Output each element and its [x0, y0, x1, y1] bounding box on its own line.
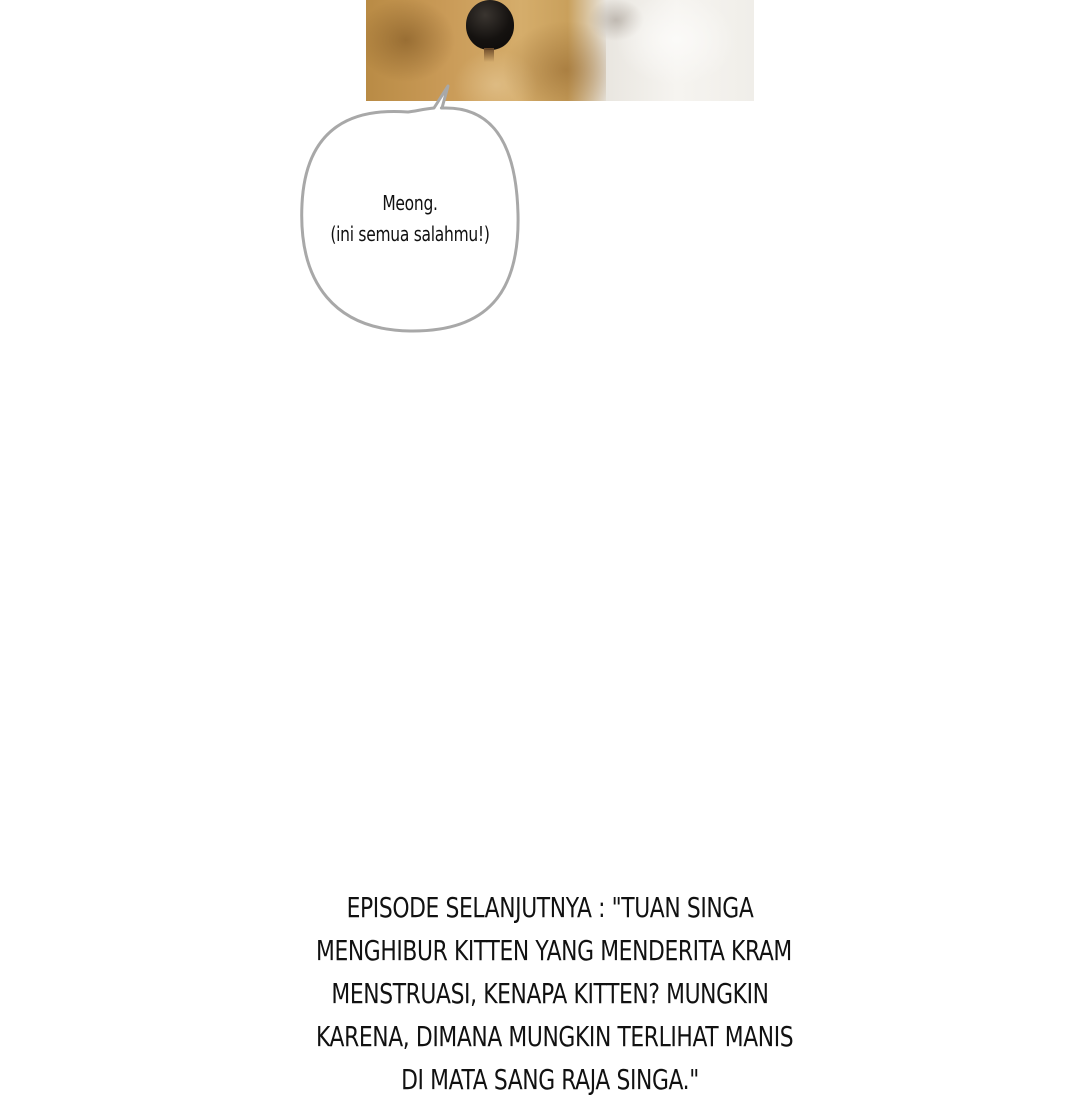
caption-line-1: EPISODE SELANJUTNYA : "TUAN SINGA	[346, 891, 754, 924]
speech-line-1: Meong.	[382, 191, 438, 215]
caption-line-3: MENSTRUASI, KENAPA KITTEN? MUNGKIN	[331, 977, 769, 1010]
speech-bubble-text	[315, 188, 504, 250]
caption-line-4: KARENA, DIMANA MUNGKIN TERLIHAT MANIS	[316, 1020, 794, 1053]
next-episode-caption	[250, 886, 850, 1101]
caption-line-5: DI MATA SANG RAJA SINGA."	[401, 1063, 699, 1096]
cat-fur	[586, 0, 754, 101]
dog-nose	[466, 0, 514, 50]
caption-line-2: MENGHIBUR KITTEN YANG MENDERITA KRAM	[316, 934, 792, 967]
dog-mouth	[484, 48, 494, 62]
speech-line-2: (ini semua salahmu!)	[330, 222, 490, 246]
